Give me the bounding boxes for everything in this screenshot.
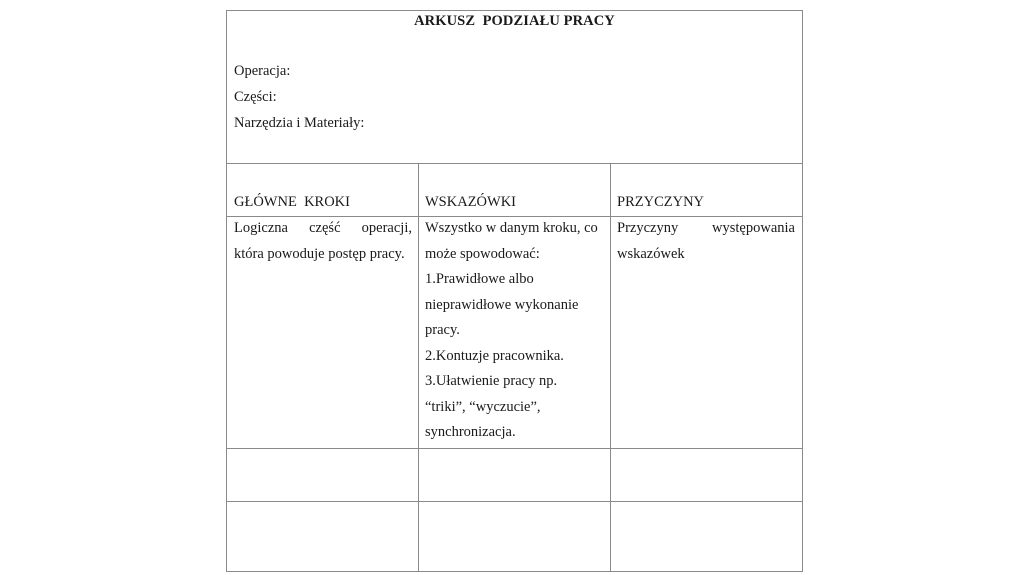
column-header-hints: WSKAZÓWKI: [425, 194, 517, 210]
divider-col-1: [418, 163, 419, 571]
cell-line: może spowodować:: [425, 245, 540, 262]
cell-line: nieprawidłowe wykonanie: [425, 296, 579, 313]
field-operation-label: Operacja:: [234, 63, 291, 79]
cell-hints-description: [425, 216, 605, 446]
field-parts-label: Części:: [234, 89, 277, 105]
sheet-title: ARKUSZ PODZIAŁU PRACY: [414, 13, 615, 29]
divider-row-2: [227, 501, 802, 502]
empty-cell-row3-reasons[interactable]: [612, 503, 801, 569]
cell-line: pracy.: [425, 322, 460, 338]
column-header-reasons: PRZYCZYNY: [617, 194, 705, 210]
cell-line: Logiczna część operacji,: [234, 220, 412, 236]
empty-cell-row2-hints[interactable]: [420, 450, 609, 500]
cell-line: “triki”, “wyczucie”,: [425, 398, 541, 415]
cell-line: 1.Prawidłowe albo: [425, 271, 534, 287]
cell-reasons-description: [617, 216, 795, 267]
field-tools-materials-label: Narzędzia i Materiały:: [234, 115, 365, 131]
cell-line: Wszystko w danym kroku, co: [425, 220, 598, 236]
cell-line: synchronizacja.: [425, 424, 516, 440]
divider-col-2: [610, 163, 611, 571]
column-header-main-steps: GŁÓWNE KROKI: [234, 194, 350, 210]
empty-cell-row2-reasons[interactable]: [612, 450, 801, 500]
cell-line: Przyczyny występowania: [617, 220, 795, 236]
empty-cell-row3-main-steps[interactable]: [228, 503, 417, 569]
cell-line: która powoduje postęp pracy.: [234, 245, 405, 262]
divider-header-top: [227, 163, 802, 164]
empty-cell-row3-hints[interactable]: [420, 503, 609, 569]
cell-line: wskazówek: [617, 245, 685, 262]
empty-cell-row2-main-steps[interactable]: [228, 450, 417, 500]
divider-row-1: [227, 448, 802, 449]
cell-main-steps-description: [234, 216, 412, 267]
work-breakdown-sheet: [226, 10, 803, 572]
cell-line: 3.Ułatwienie pracy np.: [425, 373, 558, 389]
cell-line: 2.Kontuzje pracownika.: [425, 347, 564, 364]
